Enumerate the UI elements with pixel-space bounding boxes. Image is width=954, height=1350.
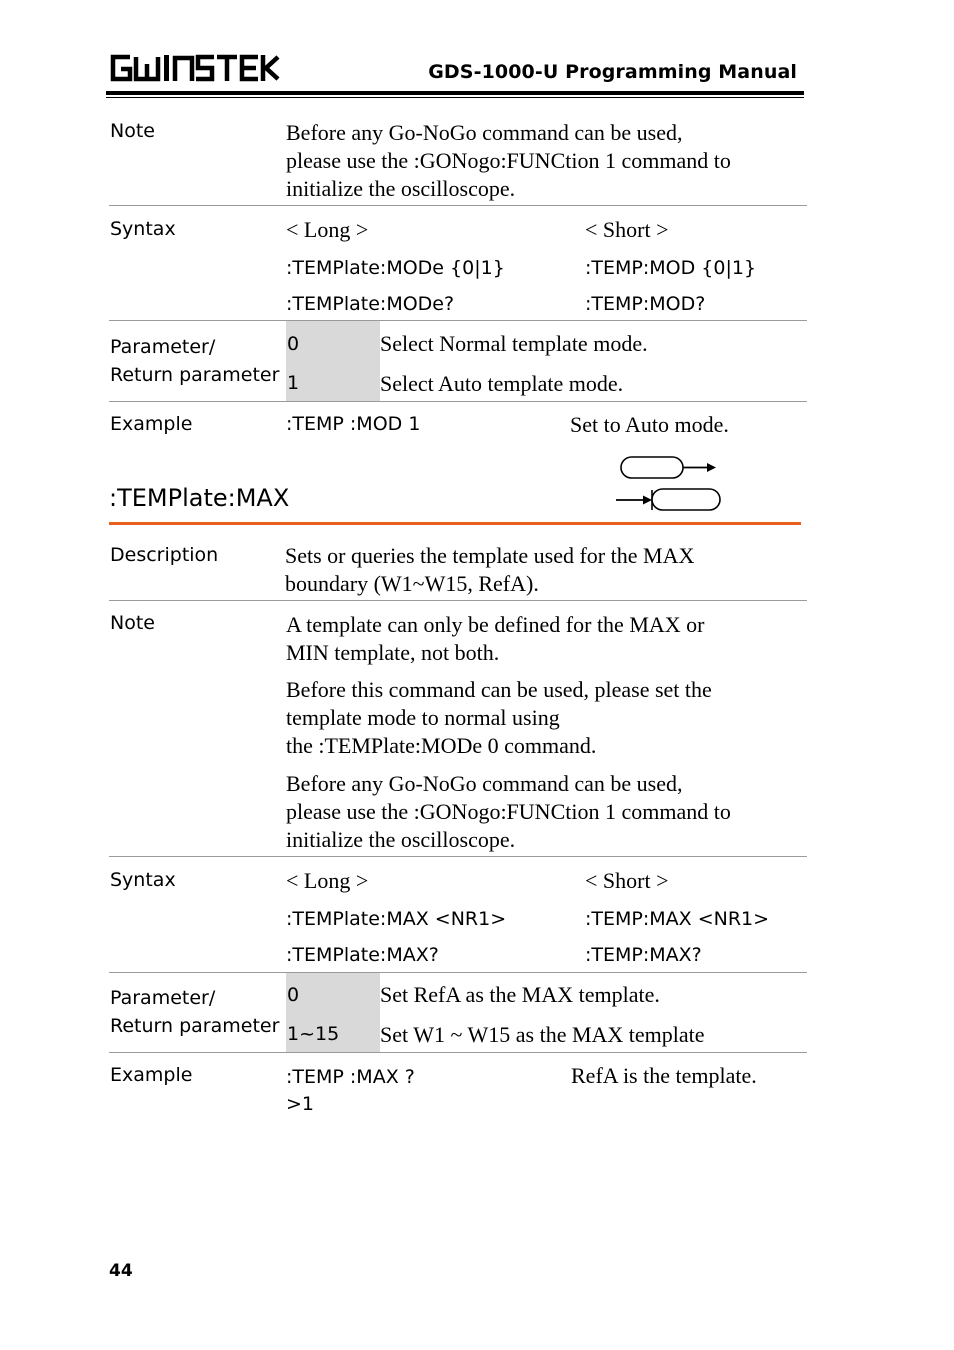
note-paragraph-1: A template can only be defined for the MAX or MIN template, not both. bbox=[286, 612, 705, 665]
syntax-short-set: :TEMP:MOD {0|1} bbox=[585, 257, 757, 279]
syntax-short-header: < Short > bbox=[585, 868, 669, 893]
param-value: 0 bbox=[287, 333, 300, 355]
param-value-shade bbox=[286, 321, 380, 401]
param-value: 1~15 bbox=[287, 1023, 340, 1045]
example-desc: RefA is the template. bbox=[571, 1063, 757, 1088]
note-text: Before any Go-NoGo command can be used, please use the :GONogo:FUNCtion 1 command to initialize the oscilloscope. bbox=[286, 120, 731, 201]
syntax-long-header: < Long > bbox=[286, 217, 369, 242]
example-desc: Set to Auto mode. bbox=[570, 412, 729, 437]
syntax-long-set: :TEMPlate:MODe {0|1} bbox=[286, 257, 505, 279]
row-divider bbox=[109, 972, 807, 973]
example-code: :TEMP :MOD 1 bbox=[286, 413, 421, 435]
example-code: :TEMP :MAX ? >1 bbox=[286, 1066, 415, 1115]
section-title: :TEMPlate:MAX bbox=[109, 484, 290, 512]
note-label: Note bbox=[110, 612, 155, 634]
syntax-short-header: < Short > bbox=[585, 217, 669, 242]
header-rule-thin bbox=[106, 97, 804, 98]
param-desc: Set W1 ~ W15 as the MAX template bbox=[380, 1022, 705, 1047]
gw-instek-logo bbox=[108, 52, 280, 84]
row-divider bbox=[109, 856, 807, 857]
syntax-short-query: :TEMP:MOD? bbox=[585, 293, 706, 315]
header-rule-thick bbox=[106, 91, 804, 95]
syntax-label: Syntax bbox=[110, 869, 176, 891]
note-paragraph-3: Before any Go-NoGo command can be used, please use the :GONogo:FUNCtion 1 command to initialize the oscilloscope. bbox=[286, 771, 731, 852]
row-divider bbox=[109, 320, 807, 321]
param-label: Parameter/ Return parameter bbox=[110, 987, 280, 1037]
param-desc: Select Normal template mode. bbox=[380, 331, 648, 356]
example-label: Example bbox=[110, 1064, 193, 1086]
param-desc: Select Auto template mode. bbox=[380, 371, 624, 396]
syntax-long-query: :TEMPlate:MAX? bbox=[286, 944, 439, 966]
syntax-long-header: < Long > bbox=[286, 868, 369, 893]
example-label: Example bbox=[110, 413, 193, 435]
page-number: 44 bbox=[109, 1261, 133, 1281]
param-value: 1 bbox=[287, 372, 300, 394]
row-divider bbox=[109, 1052, 807, 1053]
param-value: 0 bbox=[287, 984, 300, 1006]
set-query-icon bbox=[612, 454, 724, 514]
note-label: Note bbox=[110, 120, 155, 142]
row-divider bbox=[109, 600, 807, 601]
manual-title: GDS-1000-U Programming Manual bbox=[428, 61, 797, 83]
row-divider bbox=[109, 401, 807, 402]
section-accent-rule bbox=[109, 522, 801, 525]
syntax-short-query: :TEMP:MAX? bbox=[585, 944, 702, 966]
note-paragraph-2: Before this command can be used, please set the template mode to normal using the :TEMPlate:MODe 0 command. bbox=[286, 677, 712, 758]
syntax-short-set: :TEMP:MAX <NR1> bbox=[585, 908, 770, 930]
syntax-long-set: :TEMPlate:MAX <NR1> bbox=[286, 908, 507, 930]
description-label: Description bbox=[110, 544, 219, 566]
syntax-long-query: :TEMPlate:MODe? bbox=[286, 293, 455, 315]
syntax-label: Syntax bbox=[110, 218, 176, 240]
param-label: Parameter/ Return parameter bbox=[110, 336, 280, 386]
description-text: Sets or queries the template used for the MAX boundary (W1~W15, RefA). bbox=[285, 543, 695, 596]
row-divider bbox=[109, 205, 807, 206]
param-desc: Set RefA as the MAX template. bbox=[380, 982, 660, 1007]
